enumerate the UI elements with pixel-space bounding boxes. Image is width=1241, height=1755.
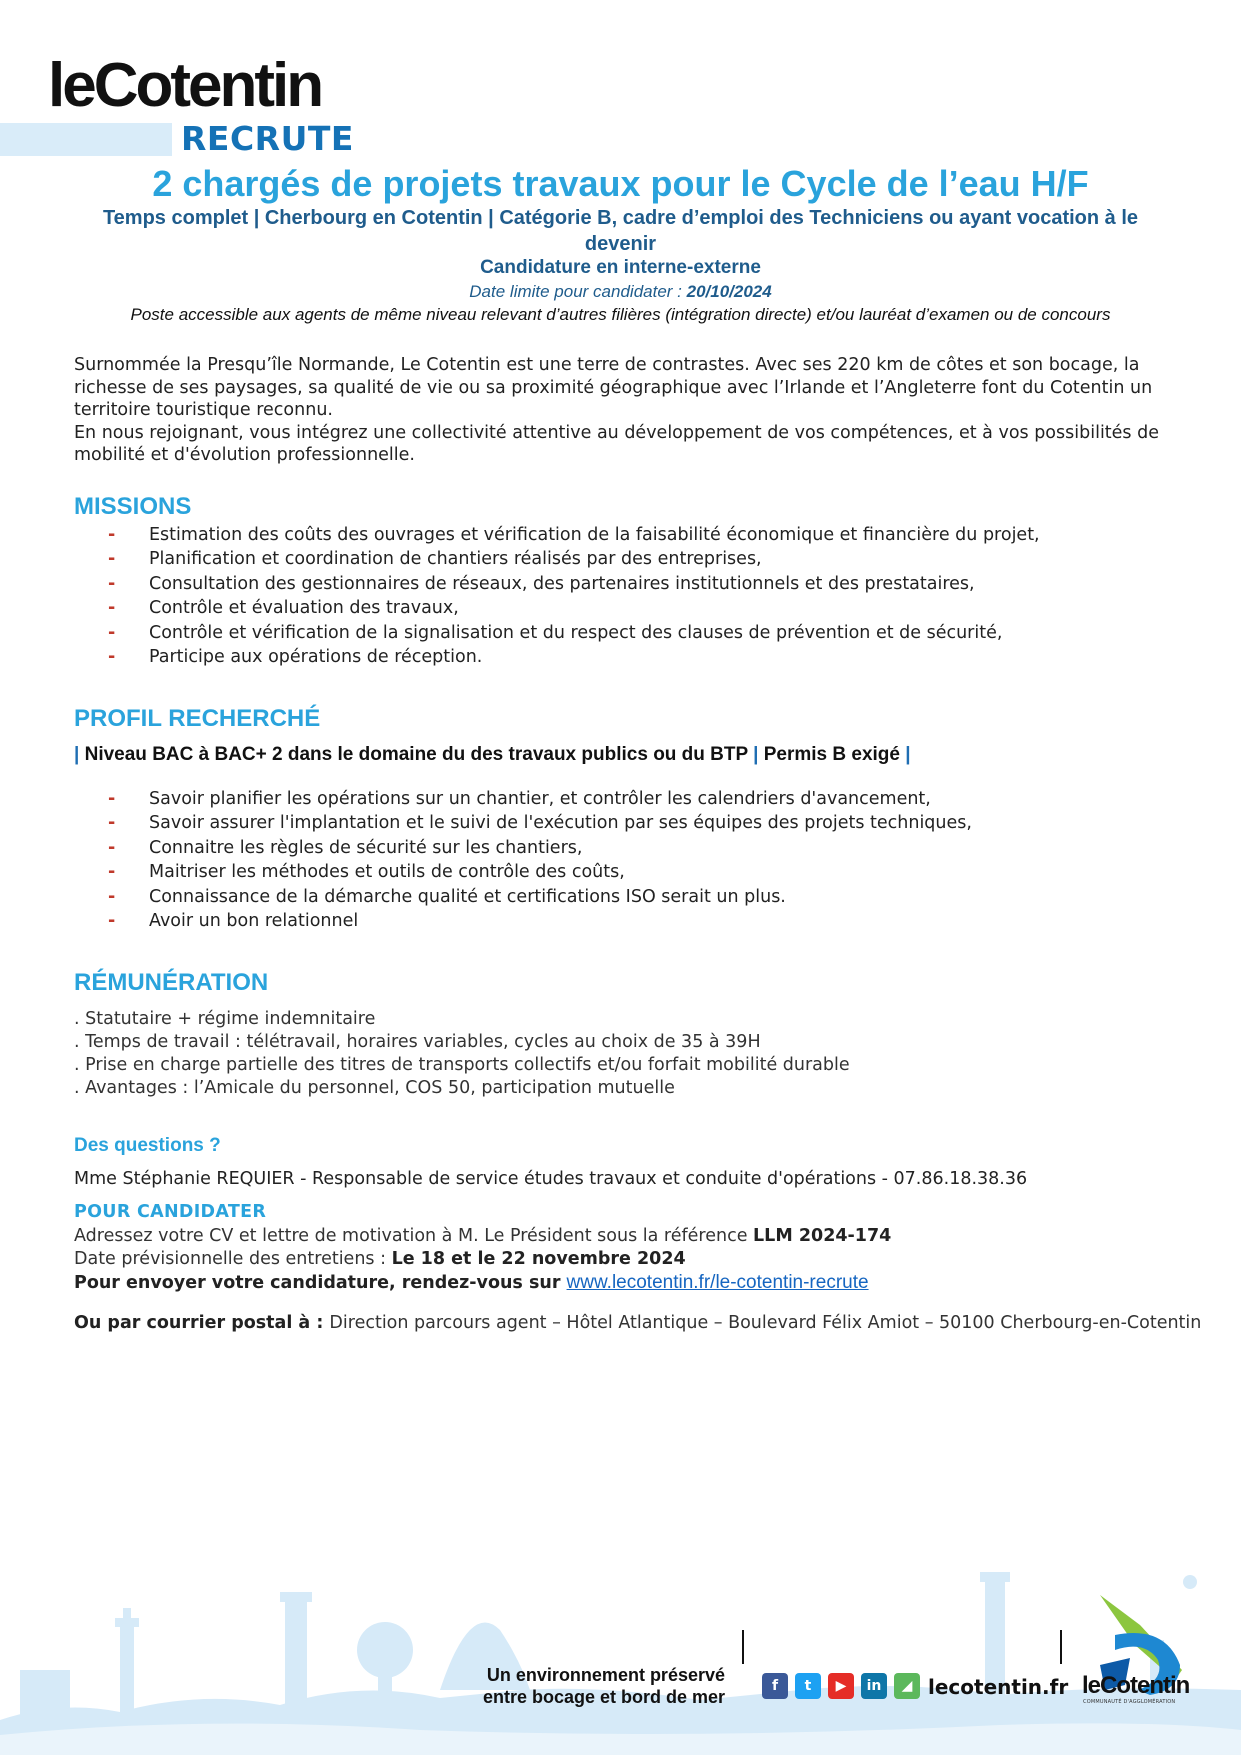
list-item-text: Connaissance de la démarche qualité et certifications ISO serait un plus.: [149, 886, 786, 907]
application-type: Candidature en interne-externe: [480, 257, 761, 278]
dash-bullet: -: [108, 837, 116, 858]
postal-label: Ou par courrier postal à :: [74, 1313, 330, 1333]
remuneration-line: . Prise en charge partielle des titres de transports collectifs et/ou forfait mobilité durable: [74, 1055, 850, 1075]
separator-pipe: |: [905, 744, 911, 765]
list-item-text: Planification et coordination de chantiers réalisés par des entreprises,: [149, 549, 762, 570]
apply-heading: POUR CANDIDATER: [74, 1202, 267, 1222]
list-item: [108, 860, 972, 884]
list-item: [108, 909, 972, 933]
list-item: [108, 596, 1040, 620]
list-item-text: Participe aux opérations de réception.: [149, 647, 483, 668]
requirement-level: Niveau BAC à BAC+ 2 dans le domaine du des travaux publics ou du BTP: [84, 744, 748, 765]
remuneration-line: . Statutaire + régime indemnitaire: [74, 1009, 376, 1029]
list-item: [108, 645, 1040, 669]
apply-text: Adressez votre CV et lettre de motivation à M. Le Président sous la référence: [74, 1226, 754, 1246]
interview-line: [74, 1248, 1202, 1271]
remuneration-list: [74, 1008, 850, 1100]
footer-divider: [1060, 1630, 1062, 1664]
list-item-text: Savoir planifier les opérations sur un chantier, et contrôler les calendriers d'avancement,: [149, 789, 931, 809]
postal-address-text: Direction parcours agent – Hôtel Atlantique – Boulevard Félix Amiot – 50100 Cherbourg-en-Cotentin: [329, 1313, 1202, 1333]
apply-online-text: Pour envoyer votre candidature, rendez-vous sur: [74, 1273, 567, 1293]
footer-divider: [742, 1630, 744, 1664]
separator-pipe: |: [753, 744, 759, 765]
list-item-text: Connaitre les règles de sécurité sur les chantiers,: [149, 837, 583, 858]
dash-bullet: -: [108, 622, 116, 643]
apply-details: [74, 1225, 1202, 1295]
questions-heading: Des questions ?: [74, 1135, 221, 1156]
dash-bullet: -: [108, 647, 116, 668]
missions-list: [108, 523, 1040, 669]
social-links: [762, 1673, 920, 1699]
dash-bullet: -: [108, 789, 116, 809]
dash-bullet: -: [108, 525, 116, 545]
apply-online-line: [74, 1271, 1202, 1295]
youtube-icon[interactable]: ▶: [828, 1673, 854, 1699]
list-item: [108, 787, 972, 811]
list-item: [108, 885, 972, 909]
linkedin-icon[interactable]: in: [861, 1673, 887, 1699]
list-item: [108, 572, 1040, 596]
dash-bullet: -: [108, 813, 116, 834]
dash-bullet: -: [108, 573, 116, 594]
footer-tagline: [440, 1664, 725, 1708]
access-note: Poste accessible aux agents de même niveau relevant d’autres filières (intégration directe) et/ou lauréat d’examen ou de concours: [130, 305, 1111, 324]
twitter-icon[interactable]: t: [795, 1673, 821, 1699]
list-item: [108, 836, 972, 860]
intro-paragraph: En nous rejoignant, vous intégrez une collectivité attentive au développement de vos compétences, et à vos possibilités de mobilité et d'évolution professionnelle.: [74, 422, 1159, 465]
footer-logo-subtitle: COMMUNAUTÉ D'AGGLOMÉRATION: [1083, 1699, 1176, 1705]
separator-pipe: |: [74, 744, 80, 765]
logo-recrute: RECRUTE: [181, 119, 354, 158]
postal-address: [74, 1312, 1202, 1335]
list-item: [108, 547, 1040, 571]
profile-list: [108, 787, 972, 933]
tagline-line: Un environnement préservé: [486, 1665, 725, 1685]
list-item-text: Avoir un bon relationnel: [149, 911, 359, 932]
remuneration-line: . Temps de travail : télétravail, horaires variables, cycles au choix de 35 à 39H: [74, 1032, 761, 1052]
dash-bullet: -: [108, 862, 116, 883]
intro: [74, 354, 1202, 467]
tagline-line: entre bocage et bord de mer: [482, 1687, 725, 1707]
list-item-text: Maitriser les méthodes et outils de contrôle des coûts,: [149, 862, 625, 883]
website-link[interactable]: lecotentin.fr: [928, 1675, 1069, 1699]
reference-code: LLM 2024-174: [753, 1226, 892, 1246]
contact-line: Mme Stéphanie REQUIER - Responsable de service études travaux et conduite d'opérations - 07.86.18.38.36: [74, 1169, 1028, 1189]
deadline-value: 20/10/2024: [686, 282, 772, 301]
list-item-text: Estimation des coûts des ouvrages et vérification de la faisabilité économique et financière du projet,: [149, 525, 1040, 545]
remuneration-heading: RÉMUNÉRATION: [74, 969, 269, 996]
facebook-icon[interactable]: f: [762, 1673, 788, 1699]
dash-bullet: -: [108, 886, 116, 907]
list-item: [108, 523, 1040, 547]
profile-heading: PROFIL RECHERCHÉ: [74, 705, 321, 732]
list-item-text: Contrôle et vérification de la signalisation et du respect des clauses de prévention et de sécurité,: [149, 622, 1003, 643]
list-item: [108, 621, 1040, 645]
requirement-license: Permis B exigé: [763, 744, 900, 765]
job-subtitle: Temps complet | Cherbourg en Cotentin | Catégorie B, cadre d’emploi des Techniciens ou ayant vocation à le devenir: [102, 207, 1139, 255]
interview-dates: Le 18 et le 22 novembre 2024: [391, 1249, 686, 1269]
remuneration-line: . Avantages : l’Amicale du personnel, COS 50, participation mutuelle: [74, 1078, 675, 1098]
agenda-icon[interactable]: ◢: [894, 1673, 920, 1699]
missions-heading: MISSIONS: [74, 493, 192, 520]
logo-lecotentin: leCotentin: [48, 51, 322, 120]
dash-bullet: -: [108, 549, 116, 570]
list-item-text: Savoir assurer l'implantation et le suivi de l'exécution par ses équipes des projets techniques,: [149, 813, 972, 834]
list-item-text: Contrôle et évaluation des travaux,: [149, 598, 459, 619]
footer-logo: leCotentin: [1082, 1672, 1190, 1699]
footer-skyline-illustration: [0, 1540, 1241, 1755]
profile-requirements: [74, 744, 911, 766]
logo-band: [0, 123, 172, 156]
dash-bullet: -: [108, 598, 116, 619]
list-item-text: Consultation des gestionnaires de réseaux, des partenaires institutionnels et des prestataires,: [149, 573, 975, 594]
apply-line: [74, 1225, 1202, 1248]
dash-bullet: -: [108, 911, 116, 932]
job-title: 2 chargés de projets travaux pour le Cycle de l’eau H/F: [152, 163, 1089, 204]
list-item: [108, 811, 972, 835]
deadline-label: Date limite pour candidater :: [469, 282, 687, 301]
intro-paragraph: Surnommée la Presqu’île Normande, Le Cotentin est une terre de contrastes. Avec ses 220 km de côtes et son bocage, la richesse de ses paysages, sa qualité de vie ou sa proximité géographique avec l’Irlande et l’Angleterre font du Cotentin un territoire touristique reconnu.: [74, 355, 1153, 420]
deadline: [60, 282, 1181, 302]
interview-text: Date prévisionnelle des entretiens :: [74, 1249, 392, 1269]
recruitment-link[interactable]: www.lecotentin.fr/le-cotentin-recrute: [566, 1272, 869, 1293]
